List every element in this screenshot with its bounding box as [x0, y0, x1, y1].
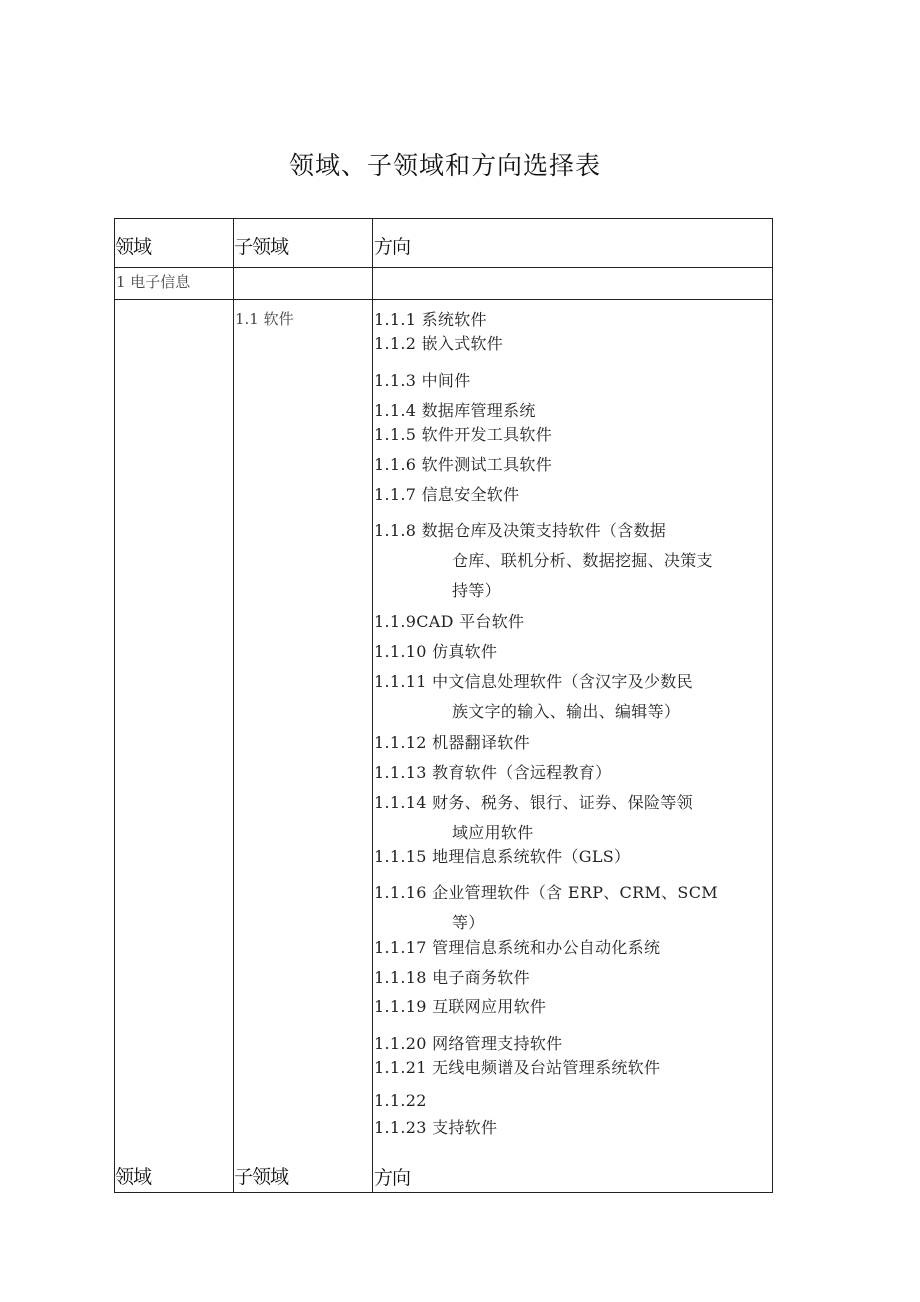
direction-item: 1.1.18 电子商务软件: [374, 968, 530, 987]
direction-item: 1.1.3 中间件: [374, 371, 471, 390]
table-border-right: [772, 218, 773, 1193]
header-subdomain: 子领域: [234, 236, 289, 258]
direction-item: 1.1.12 机器翻译软件: [374, 733, 530, 752]
direction-item: 1.1.6 软件测试工具软件: [374, 455, 552, 474]
table-header-divider: [114, 267, 773, 268]
header-direction: 方向: [374, 236, 411, 258]
table-col-divider-2: [372, 218, 373, 1193]
direction-item: 1.1.14 财务、税务、银行、证券、保险等领: [374, 793, 693, 812]
table-col-divider-1: [233, 218, 234, 1193]
direction-item: 1.1.15 地理信息系统软件（GLS）: [374, 847, 631, 866]
direction-item: 1.1.19 互联网应用软件: [374, 997, 547, 1016]
table-row-divider: [114, 299, 773, 300]
direction-item: 1.1.4 数据库管理系统: [374, 401, 536, 420]
direction-item-continued: 域应用软件: [452, 823, 534, 842]
direction-item: 1.1.5 软件开发工具软件: [374, 425, 552, 444]
footer-direction: 方向: [374, 1167, 411, 1189]
direction-item: 1.1.23 支持软件: [374, 1118, 498, 1137]
direction-item-continued: 族文字的输入、输出、编辑等）: [452, 702, 681, 721]
direction-item: 1.1.2 嵌入式软件: [374, 334, 504, 353]
direction-item: 1.1.20 网络管理支持软件: [374, 1034, 563, 1053]
direction-item: 1.1.17 管理信息系统和办公自动化系统: [374, 938, 661, 957]
domain-label: 1 电子信息: [116, 273, 191, 291]
direction-item: 1.1.9CAD 平台软件: [374, 612, 525, 631]
direction-item: 1.1.10 仿真软件: [374, 642, 498, 661]
direction-item-continued: 持等）: [452, 581, 501, 600]
direction-item: 1.1.7 信息安全软件: [374, 485, 520, 504]
direction-item: 1.1.21 无线电频谱及台站管理系统软件: [374, 1058, 661, 1077]
direction-item: 1.1.11 中文信息处理软件（含汉字及少数民: [374, 672, 693, 691]
direction-item-continued: 仓库、联机分析、数据挖掘、决策支: [452, 551, 713, 570]
table-border-left: [114, 218, 115, 1193]
table-border-top: [114, 218, 773, 219]
subdomain-label: 1.1 软件: [235, 310, 294, 328]
table-border-bottom: [114, 1192, 773, 1193]
footer-domain: 领域: [115, 1166, 152, 1188]
direction-item: 1.1.1 系统软件: [374, 310, 487, 329]
direction-item: 1.1.22: [374, 1091, 427, 1110]
direction-item-continued: 等）: [452, 913, 485, 932]
footer-subdomain: 子领域: [234, 1166, 289, 1188]
direction-item: 1.1.13 教育软件（含远程教育）: [374, 763, 612, 782]
page-title: 领域、子领域和方向选择表: [288, 151, 601, 180]
direction-item: 1.1.16 企业管理软件（含 ERP、CRM、SCM: [374, 883, 718, 902]
header-domain: 领域: [115, 236, 152, 258]
direction-item: 1.1.8 数据仓库及决策支持软件（含数据: [374, 521, 667, 540]
